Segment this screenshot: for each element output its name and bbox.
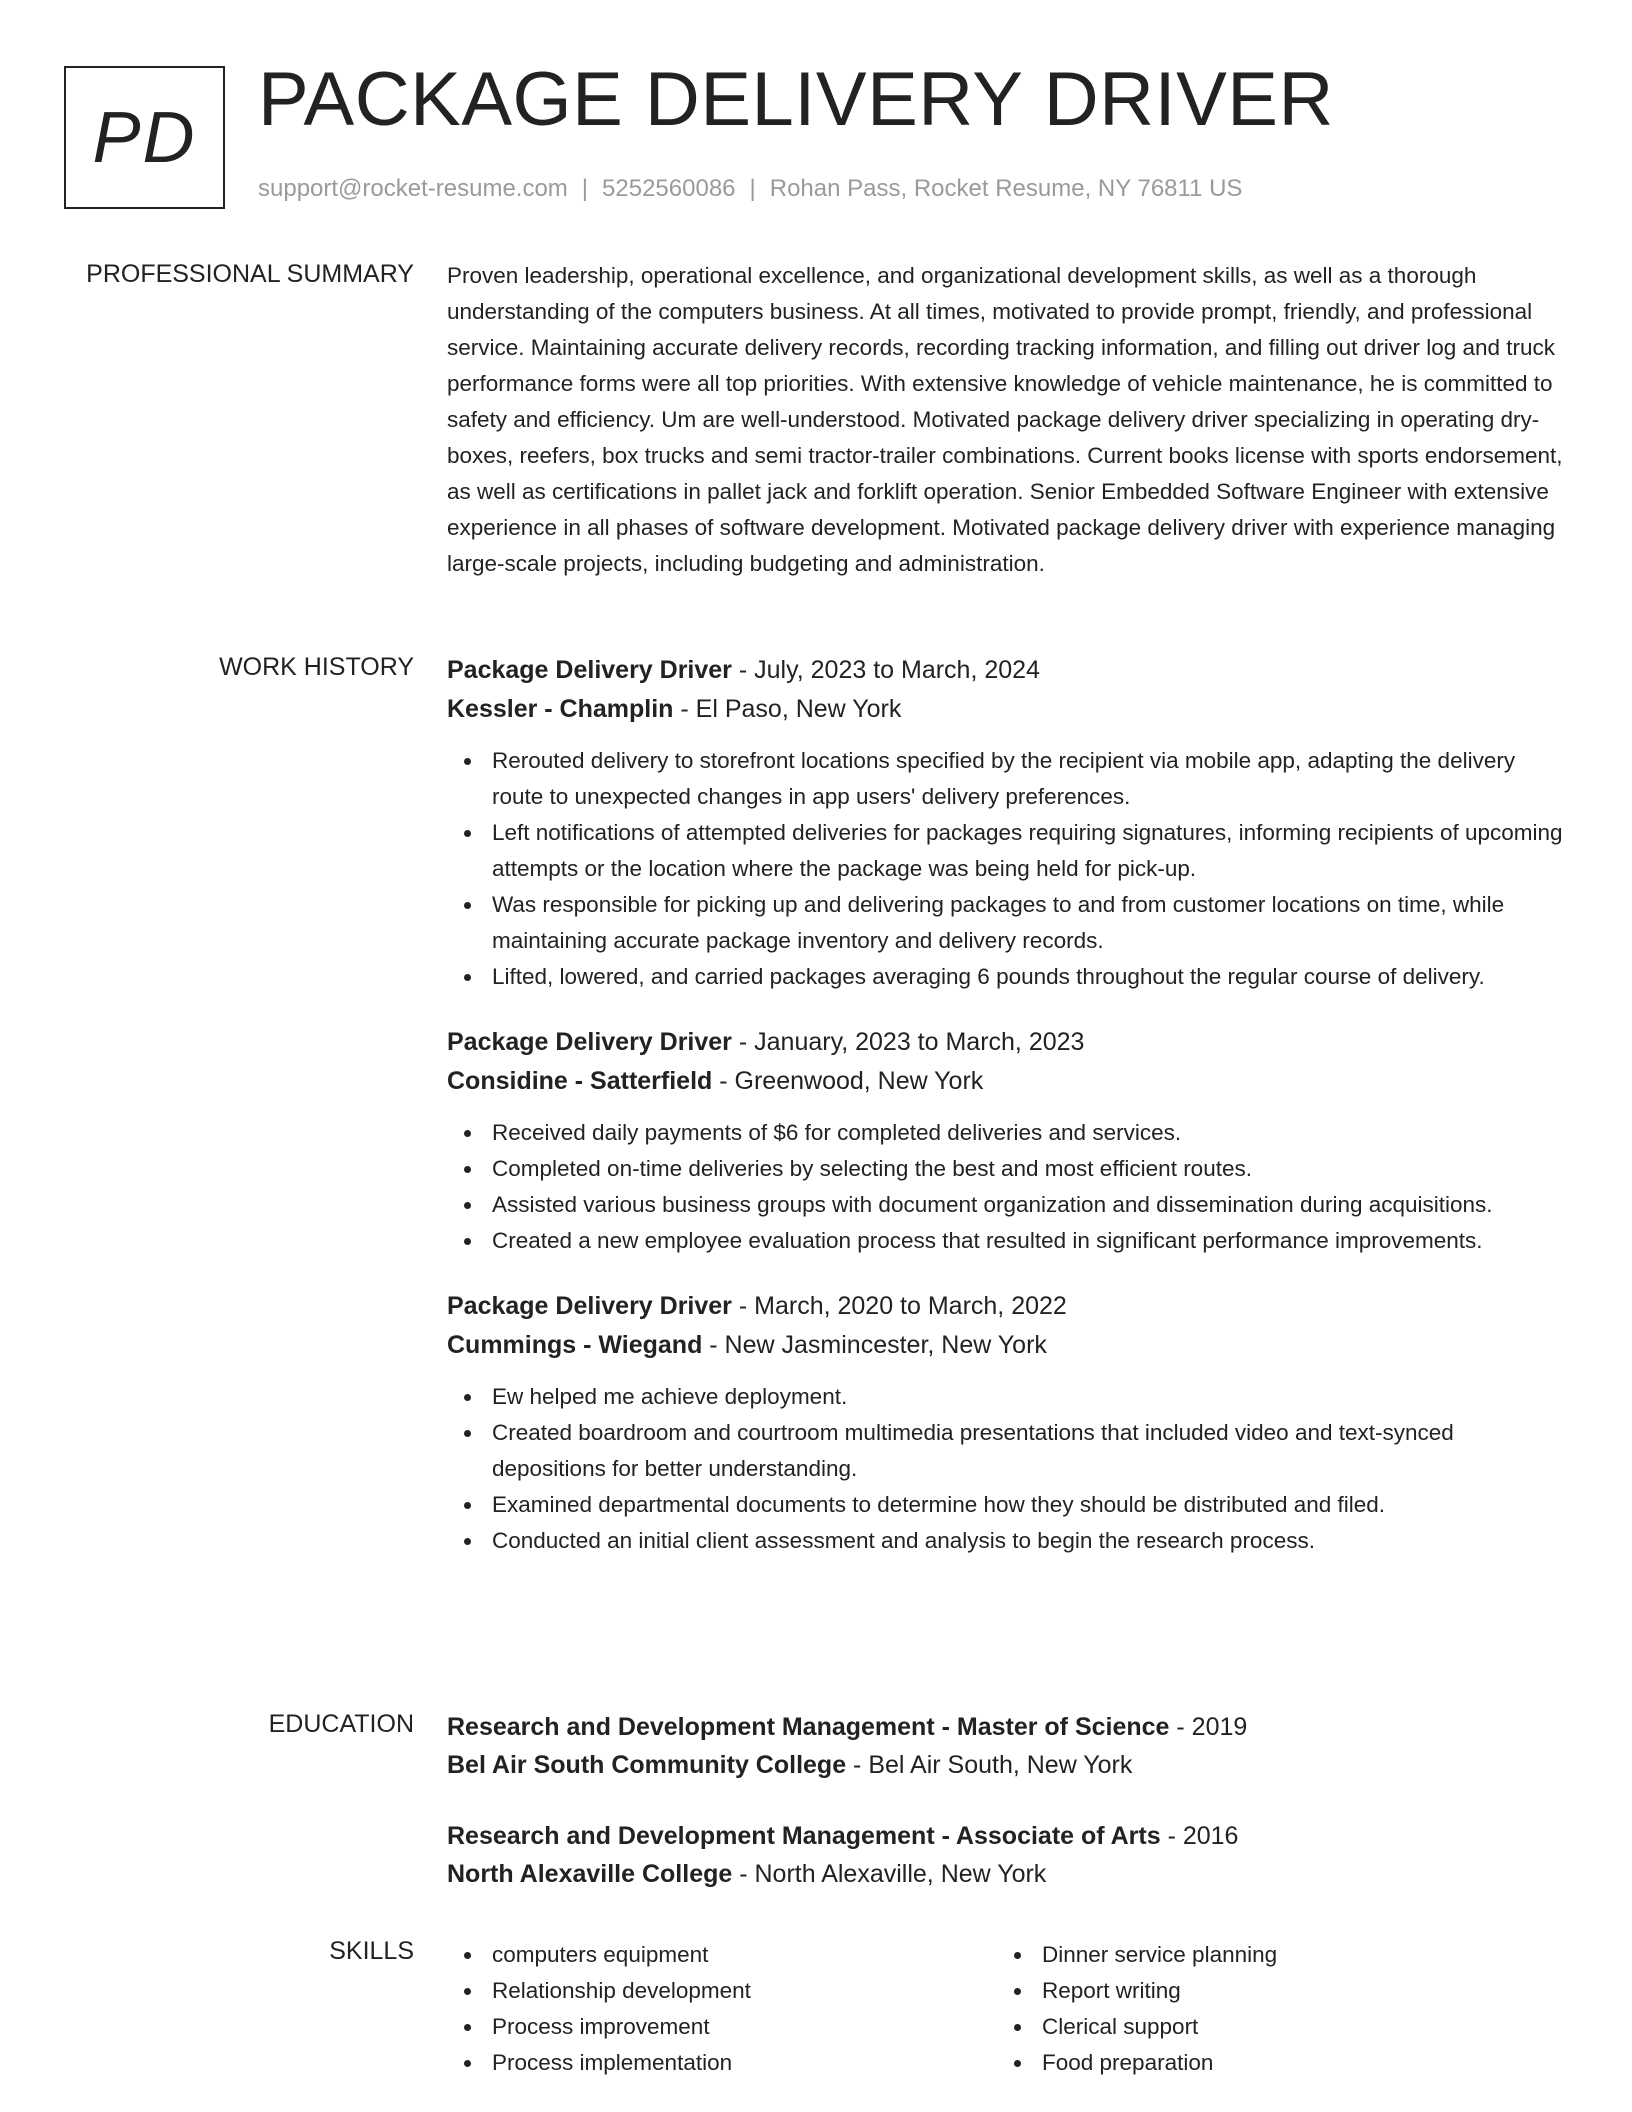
job-bullet: Rerouted delivery to storefront locations specified by the recipient via mobile app, adapting the delivery route to unexpected changes in app users' delivery preferences. <box>447 743 1565 815</box>
summary-body <box>447 258 1565 582</box>
skills-list-right <box>997 1937 1547 2081</box>
job-title-line <box>447 1287 1565 1326</box>
job-bullets <box>447 1379 1565 1559</box>
job-location: - New Jasmincester, New York <box>702 1331 1047 1359</box>
skill-item: Process implementation <box>447 2045 997 2081</box>
education-heading: EDUCATION <box>268 1710 414 1738</box>
edu-school: North Alexaville College <box>447 1860 733 1888</box>
job-company: Kessler - Champlin <box>447 695 674 723</box>
resume-name: PACKAGE DELIVERY DRIVER <box>258 57 1334 142</box>
job-dates: - January, 2023 to March, 2023 <box>731 1028 1085 1056</box>
job-title: Package Delivery Driver <box>447 656 732 684</box>
job-location: - Greenwood, New York <box>712 1067 984 1095</box>
contact-email: support@rocket-resume.com <box>258 175 568 202</box>
job-bullet: Ew helped me achieve deployment. <box>447 1379 1565 1415</box>
skill-item: computers equipment <box>447 1937 997 1973</box>
contact-line <box>258 175 1242 203</box>
job-title-line <box>447 651 1565 690</box>
job-company-line <box>447 690 1565 729</box>
job-bullet: Created a new employee evaluation process that resulted in significant performance improvements. <box>447 1223 1565 1259</box>
edu-location: - Bel Air South, New York <box>846 1751 1133 1779</box>
education-entry <box>447 1817 1565 1893</box>
skill-item: Dinner service planning <box>997 1937 1547 1973</box>
edu-degree: Research and Development Management - Master of Science <box>447 1713 1170 1741</box>
job-bullet: Completed on-time deliveries by selecting the best and most efficient routes. <box>447 1151 1565 1187</box>
job-entry <box>447 1023 1565 1259</box>
edu-year: - 2019 <box>1169 1713 1248 1741</box>
skill-item: Food preparation <box>997 2045 1547 2081</box>
job-bullet: Created boardroom and courtroom multimedia presentations that included video and text-synced depositions for better understanding. <box>447 1415 1565 1487</box>
job-bullet: Assisted various business groups with document organization and dissemination during acquisitions. <box>447 1187 1565 1223</box>
job-location: - El Paso, New York <box>673 695 902 723</box>
job-bullet: Was responsible for picking up and delivering packages to and from customer locations on time, while maintaining accurate package inventory and delivery records. <box>447 887 1565 959</box>
education-body <box>447 1708 1565 1893</box>
job-bullets <box>447 1115 1565 1259</box>
skills-body <box>447 1937 1565 2081</box>
job-title: Package Delivery Driver <box>447 1028 732 1056</box>
skill-item: Process improvement <box>447 2009 997 2045</box>
job-entry <box>447 651 1565 995</box>
contact-separator: | <box>749 175 756 202</box>
edu-school-line <box>447 1855 1565 1893</box>
job-entry <box>447 1287 1565 1559</box>
work-history-body <box>447 651 1565 1559</box>
summary-text: Proven leadership, operational excellence, and organizational development skills, as well as a thorough understanding of the computers business. At all times, motivated to provide prompt, friendly, and professional service. Maintaining accurate delivery records, recording tracking information, and filling out driver log and truck performance forms were all top priorities. With extensive knowledge of vehicle maintenance, he is committed to safety and efficiency. Um are well-understood. Motivated package delivery driver specializing in operating dry-boxes, reefers, box trucks and semi tractor-trailer combinations. Current books license with sports endorsement, as well as certifications in pallet jack and forklift operation. Senior Embedded Software Engineer with extensive experience in all phases of software development. Motivated package delivery driver with experience managing large-scale projects, including budgeting and administration. <box>447 263 1563 576</box>
job-company: Cummings - Wiegand <box>447 1331 703 1359</box>
job-dates: - July, 2023 to March, 2024 <box>731 656 1040 684</box>
skill-item: Relationship development <box>447 1973 997 2009</box>
skills-heading: SKILLS <box>329 1937 414 1965</box>
monogram-box <box>64 66 225 209</box>
edu-school: Bel Air South Community College <box>447 1751 847 1779</box>
job-bullets <box>447 743 1565 995</box>
edu-location: - North Alexaville, New York <box>732 1860 1047 1888</box>
job-bullet: Conducted an initial client assessment and analysis to begin the research process. <box>447 1523 1565 1559</box>
contact-phone: 5252560086 <box>602 175 736 202</box>
job-company-line <box>447 1326 1565 1365</box>
job-title: Package Delivery Driver <box>447 1292 732 1320</box>
job-bullet: Received daily payments of $6 for completed deliveries and services. <box>447 1115 1565 1151</box>
summary-heading: PROFESSIONAL SUMMARY <box>86 260 414 288</box>
skill-item: Clerical support <box>997 2009 1547 2045</box>
edu-year: - 2016 <box>1160 1822 1239 1850</box>
work-history-heading: WORK HISTORY <box>219 653 414 681</box>
contact-address: Rohan Pass, Rocket Resume, NY 76811 US <box>769 175 1243 202</box>
job-bullet: Left notifications of attempted deliveries for packages requiring signatures, informing recipients of upcoming attempts or the location where the package was being held for pick-up. <box>447 815 1565 887</box>
job-bullet: Examined departmental documents to determine how they should be distributed and filed. <box>447 1487 1565 1523</box>
edu-degree-line <box>447 1708 1565 1746</box>
skills-list-left <box>447 1937 997 2081</box>
skills-columns <box>447 1937 1565 2081</box>
job-dates: - March, 2020 to March, 2022 <box>731 1292 1067 1320</box>
edu-degree: Research and Development Management - Associate of Arts <box>447 1822 1161 1850</box>
edu-degree-line <box>447 1817 1565 1855</box>
contact-separator: | <box>581 175 589 202</box>
job-bullet: Lifted, lowered, and carried packages averaging 6 pounds throughout the regular course of delivery. <box>447 959 1565 995</box>
job-company-line <box>447 1062 1565 1101</box>
job-company: Considine - Satterfield <box>447 1067 713 1095</box>
monogram-initials: PD <box>92 97 197 178</box>
edu-school-line <box>447 1746 1565 1784</box>
education-entry <box>447 1708 1565 1784</box>
job-title-line <box>447 1023 1565 1062</box>
skill-item: Report writing <box>997 1973 1547 2009</box>
